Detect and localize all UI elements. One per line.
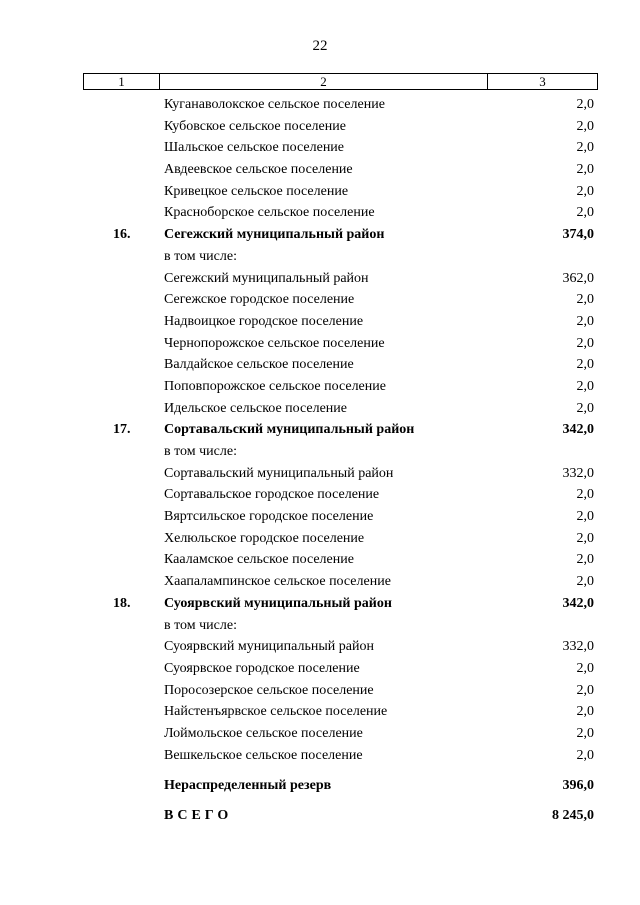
district-row	[0, 593, 640, 615]
row-value: 374,0	[562, 227, 594, 243]
table-row	[0, 680, 640, 702]
row-name: в том числе:	[164, 617, 237, 633]
row-value: 2,0	[576, 183, 594, 199]
row-number: 18.	[113, 595, 131, 611]
row-name: Лоймольское сельское поселение	[164, 725, 363, 741]
table-row	[0, 202, 640, 224]
reserve-value: 396,0	[562, 778, 594, 793]
row-name: Поросозерское сельское поселение	[164, 682, 374, 698]
row-value: 342,0	[562, 595, 594, 611]
header-col-2: 2	[160, 74, 488, 89]
row-name: Куганаволокское сельское поселение	[164, 97, 385, 112]
table-row	[0, 463, 640, 485]
table-row	[0, 246, 640, 268]
row-value: 2,0	[576, 292, 594, 308]
row-value: 342,0	[562, 422, 594, 438]
row-name: Сегежский муниципальный район	[164, 270, 369, 286]
table-row	[0, 506, 640, 528]
row-name: Поповпорожское сельское поселение	[164, 378, 386, 394]
header-col-3: 3	[539, 73, 546, 89]
table-header	[83, 73, 598, 90]
table-row	[0, 376, 640, 398]
table-row	[0, 181, 640, 203]
table-row	[0, 636, 640, 658]
table-row	[0, 615, 640, 637]
row-value: 2,0	[576, 97, 594, 112]
table-row	[0, 268, 640, 290]
row-value: 362,0	[562, 270, 594, 286]
table-row	[0, 398, 640, 420]
row-value: 2,0	[576, 140, 594, 156]
table-row	[0, 333, 640, 355]
row-name: Суоярвский муниципальный район	[164, 595, 392, 611]
row-name: Валдайское сельское поселение	[164, 357, 354, 373]
total-row	[0, 805, 640, 827]
table-row	[0, 484, 640, 506]
table-row	[0, 354, 640, 376]
row-value: 2,0	[576, 660, 594, 676]
row-name: в том числе:	[164, 248, 237, 264]
row-value: 332,0	[562, 639, 594, 655]
row-name: Идельское сельское поселение	[164, 400, 348, 416]
header-col-1: 1	[84, 74, 160, 89]
row-name: Сегежский муниципальный район	[164, 227, 385, 243]
row-name: Вяртсильское городское поселение	[164, 509, 374, 525]
row-name: Чернопорожское сельское поселение	[164, 335, 385, 351]
row-name: Шальское сельское поселение	[164, 140, 345, 156]
row-value: 2,0	[576, 205, 594, 221]
row-value: 2,0	[576, 118, 594, 134]
row-name: Найстенъярвское сельское поселение	[164, 704, 388, 720]
table-row	[0, 289, 640, 311]
row-name: Сортавальское городское поселение	[164, 487, 380, 503]
row-value: 2,0	[576, 682, 594, 698]
row-value: 2,0	[576, 335, 594, 351]
row-value: 2,0	[576, 313, 594, 329]
reserve-row	[0, 775, 640, 797]
district-row	[0, 224, 640, 246]
row-value: 2,0	[576, 378, 594, 394]
table-body	[0, 94, 640, 766]
row-value: 2,0	[576, 725, 594, 741]
row-name: Хелюльское городское поселение	[164, 530, 365, 546]
table-row	[0, 528, 640, 550]
row-value: 2,0	[576, 704, 594, 720]
district-row	[0, 419, 640, 441]
row-name: Красноборское сельское поселение	[164, 205, 375, 221]
row-value: 2,0	[576, 747, 594, 763]
row-value: 2,0	[576, 487, 594, 503]
row-value: 2,0	[576, 400, 594, 416]
row-name: в том числе:	[164, 444, 237, 459]
table-row	[0, 658, 640, 680]
table-row	[0, 745, 640, 767]
row-name: Хаапалампинское сельское поселение	[164, 574, 391, 590]
row-value: 2,0	[576, 552, 594, 568]
row-number: 16.	[113, 227, 131, 243]
row-name: Кубовское сельское поселение	[164, 118, 346, 134]
total-label: ВСЕГО	[164, 808, 233, 823]
row-value: 2,0	[576, 530, 594, 546]
table-row	[0, 549, 640, 571]
row-value: 2,0	[576, 574, 594, 590]
row-value: 2,0	[576, 162, 594, 178]
row-name: Сегежское городское поселение	[164, 292, 355, 308]
reserve-label: Нераспределенный резерв	[164, 778, 332, 793]
row-name: Кривецкое сельское поселение	[164, 183, 349, 199]
row-value: 332,0	[562, 465, 594, 481]
table-row	[0, 137, 640, 159]
total-value: 8 245,0	[552, 808, 594, 823]
row-name: Суоярвский муниципальный район	[164, 639, 374, 655]
table-row	[0, 311, 640, 333]
row-name: Авдеевское сельское поселение	[164, 162, 353, 178]
row-name: Вешкельское сельское поселение	[164, 747, 363, 763]
row-name: Сортавальский муниципальный район	[164, 422, 415, 438]
table-row	[0, 571, 640, 593]
row-value: 2,0	[576, 509, 594, 525]
row-name: Кааламское сельское поселение	[164, 552, 354, 568]
row-value: 2,0	[576, 357, 594, 373]
row-name: Надвоицкое городское поселение	[164, 313, 364, 329]
page-number: 22	[312, 38, 328, 54]
row-number: 17.	[113, 422, 131, 438]
table-row	[0, 159, 640, 181]
table-row	[0, 116, 640, 138]
row-name: Сортавальский муниципальный район	[164, 465, 394, 481]
table-row	[0, 723, 640, 745]
row-name: Суоярвское городское поселение	[164, 660, 360, 676]
table-row	[0, 701, 640, 723]
table-row	[0, 94, 640, 116]
table-row	[0, 441, 640, 463]
